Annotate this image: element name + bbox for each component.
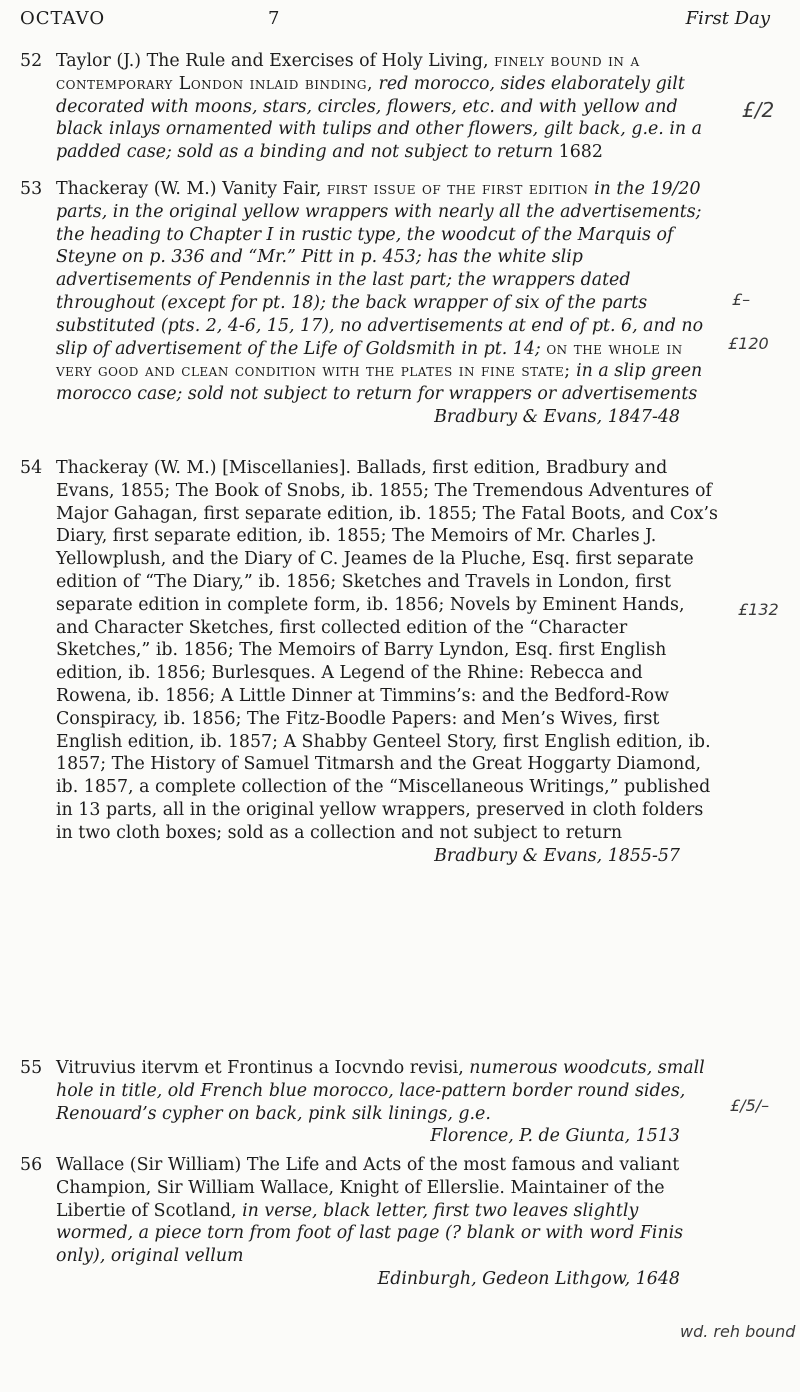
lot-56 [20, 1154, 720, 1291]
lot-title: Vanity Fair, [222, 179, 322, 199]
lot-condition: on the whole in very good and clean condition with the plates in fine state; [56, 338, 683, 382]
lot-author: Thackeray (W. M.) [56, 179, 217, 199]
lot-description: red morocco, sides elaborately gilt decorated with moons, stars, circles, flowers, etc. and with yellow and black inlays ornamented with tulips and other flowers, gilt back, g.e. in a padded case; sold as a binding and not subject to return [56, 73, 703, 163]
lot-number: 52 [20, 51, 43, 71]
lot-imprint: Bradbury & Evans, 1855-57 [434, 845, 680, 866]
lot-title: [Miscellanies]. Ballads, [222, 458, 427, 478]
lot-number: 53 [20, 179, 43, 199]
lot-55 [20, 1057, 720, 1148]
lot-imprint: Edinburgh, Gedeon Lithgow, 1648 [377, 1268, 680, 1289]
header-day: First Day [685, 8, 770, 29]
lot-description: first edition, Bradbury and Evans, 1855; The Book of Snobs, ib. 1855; The Tremendous Adventures of Major Gahagan, first separate edition, ib. 1855; The Fatal Boots, and Cox’s Diary, first separate edition, ib. 1855; The Memoirs of Mr. Charles J. Yellowplush, and the Diary of C. Jeames de la Pluche, Esq. first separate edition of “The Diary,” ib. 1856; Sketches and Travels in London, first separate edition in complete form, ib. 1856; Novels by Eminent Hands, and Character Sketches, first collected edition of the “Character Sketches,” ib. 1856; The Memoirs of Barry Lyndon, Esq. first English edition, ib. 1856; Burlesques. A Legend of the Rhine: Rebecca and Rowena, ib. 1856; A Little Dinner at Timmins’s: and the Bedford-Row Conspiracy, ib. 1856; The Fitz-Boodle Papers: and Men’s Wives, first English edition, ib. 1857; A Shabby Genteel Story, first English edition, ib. 1857; The History of Samuel Titmarsh and the Great Hoggarty Diamond, ib. 1857, a complete collection of the “Miscellaneous Writings,” published in 13 parts, all in the original yellow wrappers, preserved in cloth folders in two cloth boxes; sold as a collection and not subject to return [56, 458, 718, 843]
lot-highlight: finely bound in a contemporary London inlaid binding, [56, 51, 640, 94]
lot-description: in the 19/20 parts, in the original yellow wrappers with nearly all the advertisements; the heading to Chapter I in rustic type, the woodcut of the Marquis of Steyne on p. 336 and “Mr.” Pitt in p. 453; has the white slip advertisements of Pendennis in the last part; the wrappers dated throughout (except for pt. 18); the back wrapper of six of the parts substituted (pts. 2, 4-6, 15, 17), no advertisements at end of pt. 6, and no slip of advertisement of the Life of Goldsmith in pt. 14; [56, 179, 704, 359]
lot-description: in verse, black letter, first two leaves slightly wormed, a piece torn from foot of last page (? blank or with word Finis only), original vellum [56, 1200, 684, 1267]
margin-note-54: £132 [738, 600, 779, 619]
lot-description-2: in a slip green morocco case; sold not subject to return for wrappers or advertisements [56, 361, 703, 405]
margin-note-53a: £– [732, 290, 751, 309]
lot-54 [20, 457, 720, 867]
margin-note-52: £/2 [742, 98, 775, 122]
lot-description: numerous woodcuts, small hole in title, old French blue morocco, lace-pattern border round sides, Renouard’s cypher on back, pink silk linings, g.e. [56, 1058, 705, 1124]
lot-title: The Life and Acts of the most famous and valiant Champion, Sir William Wallace, Knight of Ellerslie. Maintainer of the Libertie of Scotland, [56, 1155, 680, 1221]
lot-imprint: Bradbury & Evans, 1847-48 [434, 406, 680, 427]
lot-author: Taylor (J.) [56, 51, 142, 71]
lot-imprint: 1682 [558, 142, 603, 163]
margin-note-56: wd. reh bound [680, 1322, 796, 1341]
lot-author: Wallace (Sir William) [56, 1155, 242, 1175]
lot-53 [20, 178, 720, 429]
lot-highlight: first issue of the first edition [326, 179, 589, 199]
lot-imprint: Florence, P. de Giunta, 1513 [430, 1126, 680, 1147]
lot-number: 54 [20, 458, 43, 478]
header-section: OCTAVO [20, 8, 106, 29]
lot-number: 56 [20, 1155, 43, 1175]
lot-title: The Rule and Exercises of Holy Living, [146, 51, 489, 71]
margin-note-53b: £120 [728, 334, 769, 353]
lot-title: Vitruvius itervm et Frontinus a Iocvndo revisi, [56, 1058, 464, 1078]
lot-number: 55 [20, 1058, 43, 1078]
margin-note-55: £/5/– [730, 1096, 770, 1115]
lot-52 [20, 50, 720, 164]
lot-author: Thackeray (W. M.) [56, 458, 217, 478]
page-header [20, 8, 770, 34]
header-page-number: 7 [268, 8, 281, 29]
